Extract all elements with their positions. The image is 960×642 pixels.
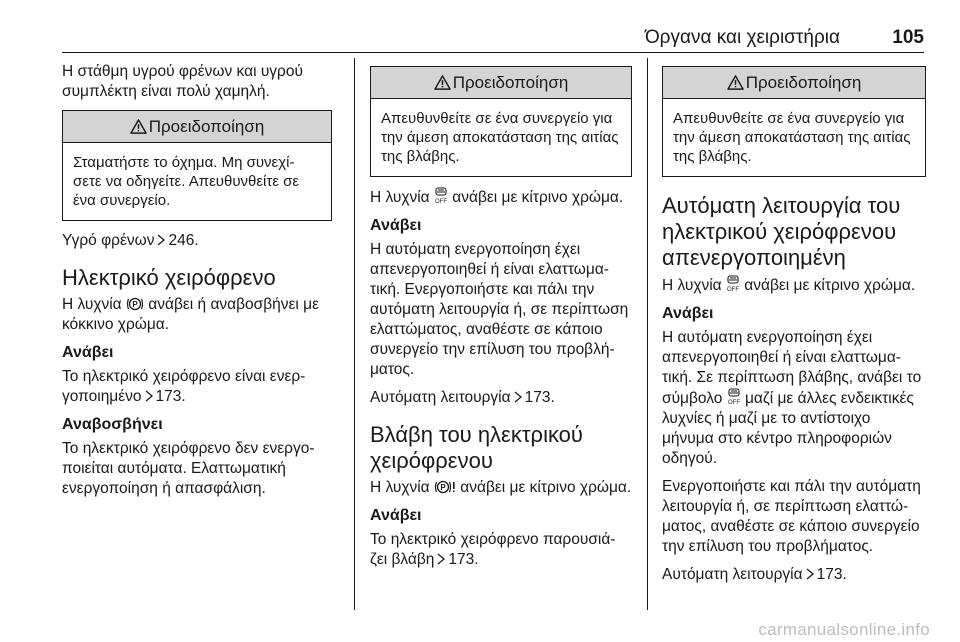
page-reference-arrow-icon — [144, 390, 154, 402]
warning-title: Προειδοποίηση — [452, 73, 569, 92]
brake-fluid-reference — [62, 231, 332, 251]
lamp-before: Η λυχνία — [370, 189, 430, 206]
on-before: Η αυτόματη ενεργοποίηση έχει απενεργοποιηθεί ή είναι ελαττωμα-τική. Σε περίπτωση βλάβης, ανάβει το σύμβολο — [662, 329, 922, 407]
blinking-text: Το ηλεκτρικό χειρόφρενο δεν ενεργο-ποιείται αυτόματα. Ελαττωματική ενεργοποίηση ή απασφάλιση. — [62, 440, 315, 497]
subhead-on: Ανάβει — [370, 507, 422, 524]
warning-title: Προειδοποίηση — [148, 117, 265, 136]
warning-text: Απευθυνθείτε σε ένα συνεργείο για την άμεση αποκατάσταση της αιτίας της βλάβης. — [381, 110, 619, 165]
fault-lead — [370, 478, 632, 498]
reference-text: Αυτόματη λειτουργία — [662, 566, 803, 583]
lead-after: ανάβει ή αναβοσβήνει με κόκκινο χρώμα. — [62, 296, 320, 333]
warning-box-3 — [662, 66, 926, 177]
on-text-1 — [662, 328, 926, 469]
lead-before: Η λυχνία — [62, 296, 122, 313]
on-text: Η αυτόματη ενεργοποίηση έχει απενεργοποιηθεί ή είναι ελαττωμα-τική. Ενεργοποιήστε και πάλι την αυτόματη λειτουργία ή, σε περίπτωση ελαττώματος, αναθέστε σε κάποιο συνεργείο την επίλυση του προβλή-ματος. — [370, 241, 629, 378]
column-divider-1 — [354, 58, 355, 610]
page-number: 105 — [892, 27, 924, 48]
svg-text:OFF: OFF — [434, 199, 447, 205]
lamp-after: ανάβει με κίτρινο χρώμα. — [744, 277, 916, 294]
reference-text: Αυτόματη λειτουργία — [370, 389, 511, 406]
column-3 — [662, 62, 926, 593]
auto-hold-car-icon — [727, 388, 741, 406]
on-text-2: Ενεργοποιήστε και πάλι την αυτόματη λειτουργία ή, σε περίπτωση ελαττώ-ματος, αναθέστε σε κάποιο συνεργείο την επίλυση του προβλήματος. — [662, 478, 921, 555]
page-reference-arrow-icon — [436, 553, 446, 565]
svg-text:P: P — [132, 300, 138, 309]
lead-after: ανάβει με κίτρινο χρώμα. — [460, 479, 632, 496]
svg-text:P: P — [440, 483, 446, 492]
page-reference-arrow-icon — [156, 234, 166, 246]
subhead-on: Ανάβει — [62, 344, 114, 361]
fault-on-text — [370, 530, 632, 570]
column-1 — [62, 62, 332, 507]
lamp-before: Η λυχνία — [662, 277, 722, 294]
page-reference-arrow-icon — [805, 568, 815, 580]
warning-box-2 — [370, 66, 632, 177]
lead-before: Η λυχνία — [370, 479, 430, 496]
reference-text: Υγρό φρένων — [62, 232, 155, 249]
warning-text: Σταματήστε το όχημα. Μη συνεχί-σετε να οδηγείτε. Απευθυνθείτε σε ένα συνεργείο. — [73, 154, 300, 209]
chapter-title: Όργανα και χειριστήρια — [644, 27, 840, 48]
section-title-parking-brake-fault: Βλάβη του ηλεκτρικού χειρόφρενου — [370, 422, 583, 473]
warning-text: Απευθυνθείτε σε ένα συνεργείο για την άμεση αποκατάσταση της αιτίας της βλάβης. — [673, 110, 911, 165]
watermark: carmanualsonline.info — [758, 620, 930, 639]
warning-triangle-icon — [130, 119, 147, 134]
warning-triangle-icon — [727, 75, 744, 90]
reference-page: 246. — [168, 232, 199, 249]
subhead-on: Ανάβει — [370, 217, 422, 234]
warning-triangle-icon — [434, 75, 451, 90]
warning-header — [63, 111, 331, 143]
warning-header — [371, 67, 631, 99]
subhead-on: Ανάβει — [662, 305, 714, 322]
header-rule — [62, 52, 924, 53]
fault-on-body: Το ηλεκτρικό χειρόφρενο παρουσιά-ζει βλάβη — [370, 531, 616, 568]
auto-reference — [370, 388, 632, 408]
column-2 — [370, 62, 632, 578]
auto-lamp-text — [370, 187, 632, 208]
reference-page: 173. — [448, 551, 479, 568]
on-text — [62, 367, 332, 407]
reference-page: 173. — [816, 566, 847, 583]
warning-header — [663, 67, 925, 99]
reference-page: 173. — [155, 388, 186, 405]
warning-box-1 — [62, 110, 332, 221]
on-after: μαζί με άλλες ενδεικτικές λυχνίες ή μαζί με το αντίστοιχο μήνυμα στο κέντρο πληροφοριών οδηγού. — [662, 390, 914, 467]
parking-brake-p-icon — [126, 296, 144, 312]
parking-brake-fault-icon — [434, 479, 456, 495]
section-lead — [62, 295, 332, 335]
auto-reference — [662, 565, 926, 585]
subhead-blinking: Αναβοσβήνει — [62, 416, 163, 433]
page-header — [0, 0, 960, 56]
on-text-body: Το ηλεκτρικό χειρόφρενο είναι ενερ-γοποιημένο — [62, 368, 306, 405]
column-divider-2 — [647, 58, 648, 610]
auto-hold-car-icon — [434, 187, 448, 205]
brake-fluid-low-text: Η στάθμη υγρού φρένων και υγρού συμπλέκτη είναι πολύ χαμηλή. — [62, 63, 303, 100]
svg-text:OFF: OFF — [727, 400, 740, 406]
page-reference-arrow-icon — [513, 391, 523, 403]
auto-hold-car-icon — [726, 275, 740, 293]
section-title-electric-parking-brake: Ηλεκτρικό χειρόφρενο — [62, 265, 276, 290]
svg-text:OFF: OFF — [726, 287, 739, 293]
auto-lamp-text — [662, 275, 926, 296]
section-title-auto-off: Αυτόματη λειτουργία του ηλεκτρικού χειρόφρενου απενεργοποιημένη — [662, 193, 901, 270]
warning-title: Προειδοποίηση — [745, 73, 862, 92]
reference-page: 173. — [524, 389, 555, 406]
lamp-after: ανάβει με κίτρινο χρώμα. — [452, 189, 624, 206]
